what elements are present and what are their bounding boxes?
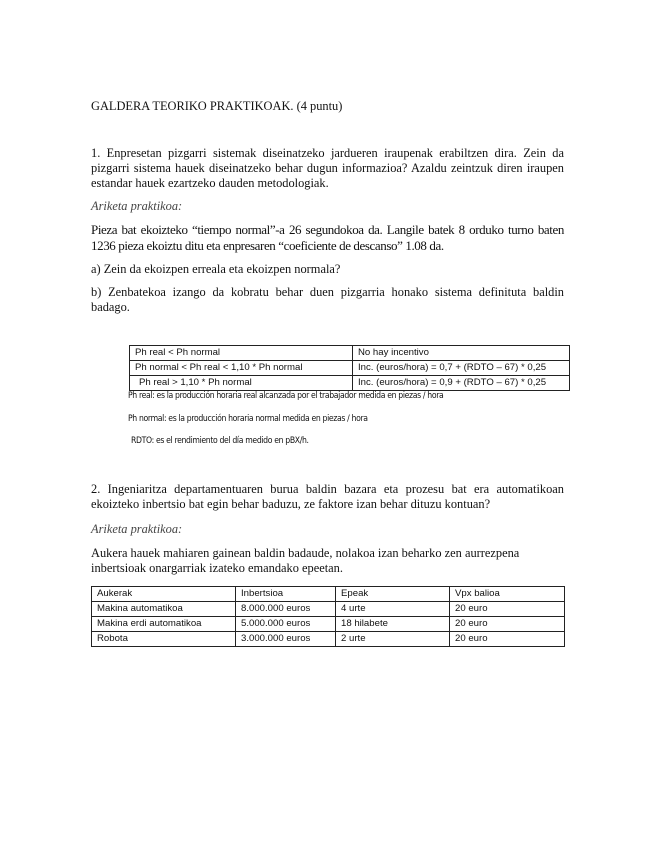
note-ph-normal: Ph normal: es la producción horaria normal medida en piezas / hora: [128, 414, 368, 424]
table-cell: Ph real > 1,10 * Ph normal: [130, 376, 353, 391]
question-2-text: 2. Ingeniaritza departamentuaren burua baldin bazara eta prozesu bat era automatikoan ekoizteko inbertsio bat egin behar baduzu, ze faktore izan behar dituzu kontuan?: [91, 482, 564, 511]
table-cell: Makina automatikoa: [92, 602, 236, 617]
table-cell: 8.000.000 euros: [236, 602, 336, 617]
table-header-row: [92, 587, 565, 602]
table-row: [92, 602, 565, 617]
table-row: [130, 361, 570, 376]
table-cell: 20 euro: [450, 617, 565, 632]
question-1-exercise-label: Ariketa praktikoa:: [91, 199, 183, 213]
table-cell: 4 urte: [336, 602, 450, 617]
question-2-exercise-label: Ariketa praktikoa:: [91, 522, 183, 536]
table-cell: 20 euro: [450, 632, 565, 647]
table-row: [130, 346, 570, 361]
table-header-cell: Aukerak: [92, 587, 236, 602]
question-2-exercise-text: Aukera hauek mahiaren gainean baldin badaude, nolakoa izan beharko zen aurrezpena inbertsioak onargarriak izateko emandako epeetan.: [91, 546, 520, 575]
table-row: [130, 376, 570, 391]
table-cell: Ph normal < Ph real < 1,10 * Ph normal: [130, 361, 353, 376]
table-cell: Makina erdi automatikoa: [92, 617, 236, 632]
table-header-cell: Inbertsioa: [236, 587, 336, 602]
incentive-table: [129, 345, 570, 391]
table-cell: 5.000.000 euros: [236, 617, 336, 632]
options-table: [91, 586, 565, 647]
table-row: [92, 617, 565, 632]
page-title: GALDERA TEORIKO PRAKTIKOAK. (4 puntu): [91, 99, 343, 113]
table-cell: Ph real < Ph normal: [130, 346, 353, 361]
table-cell: Inc. (euros/hora) = 0,7 + (RDTO – 67) * 0,25: [353, 361, 570, 376]
note-ph-real: Ph real: es la producción horaria real alcanzada por el trabajador medida en piezas / hora: [128, 391, 444, 401]
table-cell: 20 euro: [450, 602, 565, 617]
note-rdto: RDTO: es el rendimiento del día medido en pBX/h.: [131, 436, 309, 446]
table-cell: Robota: [92, 632, 236, 647]
question-1-exercise-text: Pieza bat ekoizteko “tiempo normal”-a 26 segundokoa da. Langile batek 8 orduko turno baten 1236 pieza ekoiztu ditu eta enpresaren “coeficiente de descanso” 1.08 da.: [91, 222, 564, 253]
table-header-cell: Vpx balioa: [450, 587, 565, 602]
table-row: [92, 632, 565, 647]
question-1a: a) Zein da ekoizpen erreala eta ekoizpen normala?: [91, 262, 341, 276]
table-cell: Inc. (euros/hora) = 0,9 + (RDTO – 67) * 0,25: [353, 376, 570, 391]
table-header-cell: Epeak: [336, 587, 450, 602]
question-1-text: 1. Enpresetan pizgarri sistemak diseinatzeko jardueren iraupenak erabiltzen dira. Zein da pizgarri sistema hauek diseinatzeko behar dugun informazioa? Azaldu zeintzuk diren iraupen estandar hauek ezartzeko dauden metodologiak.: [91, 146, 564, 190]
table-cell: No hay incentivo: [353, 346, 570, 361]
table-cell: 3.000.000 euros: [236, 632, 336, 647]
question-1b: b) Zenbatekoa izango da kobratu behar duen pizgarria honako sistema definituta baldin badago.: [91, 285, 564, 314]
table-cell: 2 urte: [336, 632, 450, 647]
table-cell: 18 hilabete: [336, 617, 450, 632]
